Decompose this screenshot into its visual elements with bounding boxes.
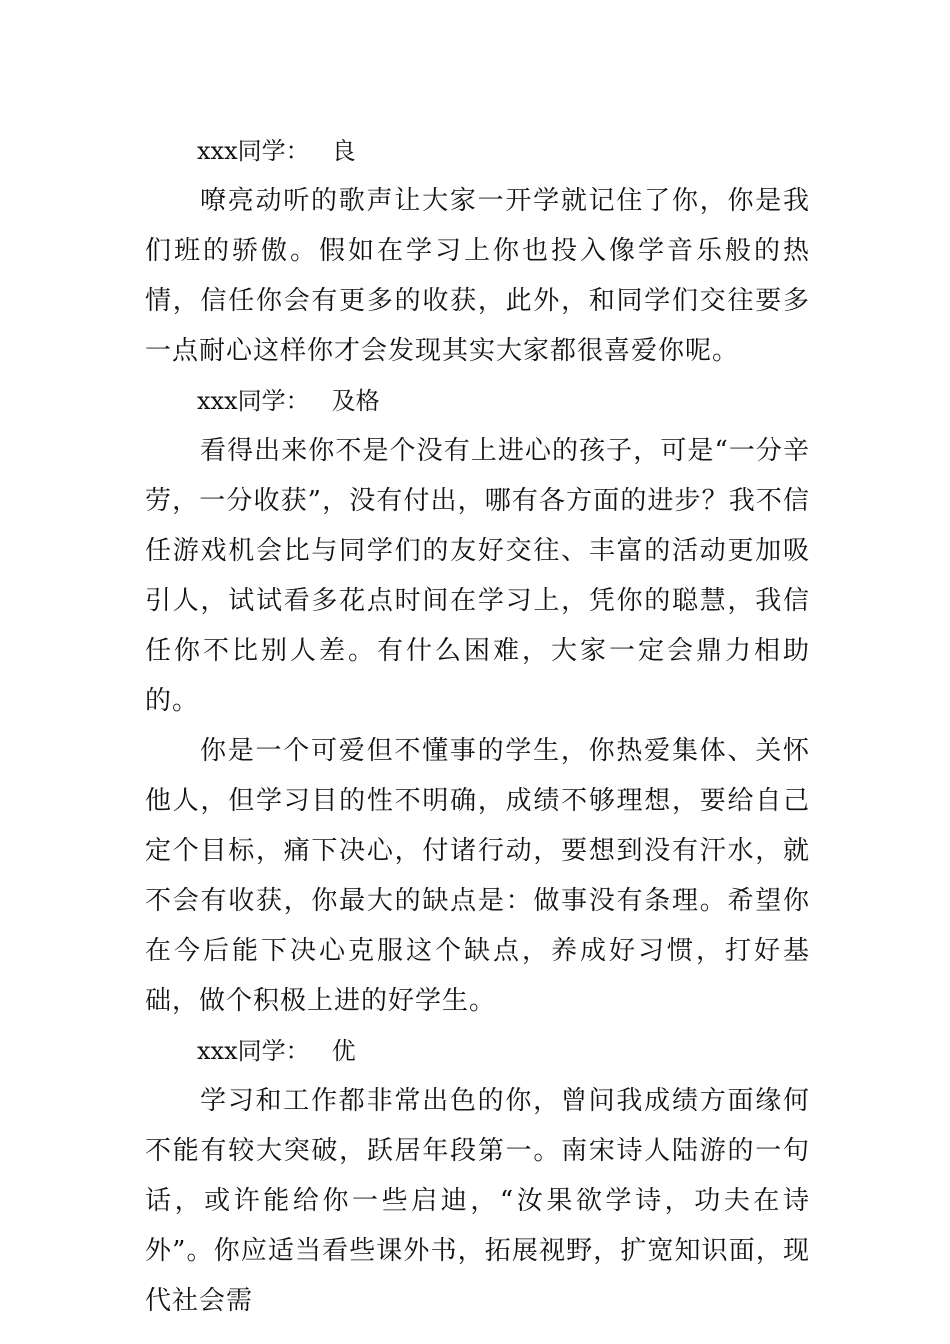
student-grade: 良 — [331, 137, 356, 165]
student-name: xxx同学： — [197, 1037, 310, 1065]
student-heading-2 — [145, 376, 810, 426]
student-name: xxx同学： — [197, 387, 310, 415]
teacher-comment-2: 看得出来你不是个没有上进心的孩子，可是“一分辛劳，一分收获”，没有付出，哪有各方面的进步？我不信任游戏机会比与同学们的友好交往、丰富的活动更加吸引人，试试看多花点时间在学习上，凭你的聪慧，我信任你不比别人差。有什么困难，大家一定会鼎力相助的。 — [145, 436, 810, 716]
student-heading-1 — [145, 126, 810, 176]
teacher-comment-1: 嘹亮动听的歌声让大家一开学就记住了你，你是我们班的骄傲。假如在学习上你也投入像学音乐般的热情，信任你会有更多的收获，此外，和同学们交往要多一点耐心这样你才会发现其实大家都很喜爱你呢。 — [145, 186, 810, 366]
student-grade: 优 — [331, 1037, 356, 1065]
student-name: xxx同学： — [197, 137, 310, 165]
student-grade: 及格 — [331, 387, 380, 415]
document-body — [145, 126, 810, 1326]
teacher-comment-4: 学习和工作都非常出色的你，曾问我成绩方面缘何不能有较大突破，跃居年段第一。南宋诗人陆游的一句话，或许能给你一些启迪，“汝果欲学诗，功夫在诗外”。你应适当看些课外书，拓展视野，扩宽知识面，现代社会需 — [145, 1086, 810, 1316]
teacher-comment-3: 你是一个可爱但不懂事的学生，你热爱集体、关怀他人，但学习目的性不明确，成绩不够理想，要给自己定个目标，痛下决心，付诸行动，要想到没有汗水，就不会有收获，你最大的缺点是：做事没有条理。希望你在今后能下决心克服这个缺点，养成好习惯，打好基础，做个积极上进的好学生。 — [145, 736, 810, 1016]
student-heading-3 — [145, 1026, 810, 1076]
